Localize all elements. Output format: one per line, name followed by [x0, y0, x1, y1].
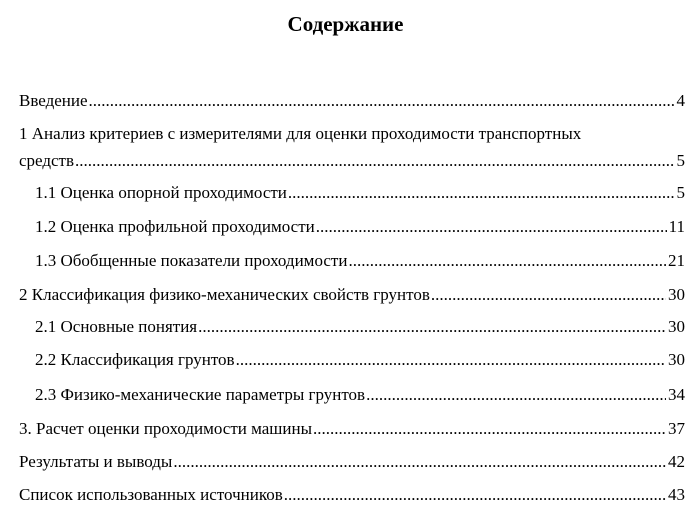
- toc-leader-dots: [236, 349, 666, 371]
- toc-leader-dots: [348, 250, 666, 272]
- toc-entry-1-2[interactable]: [35, 216, 685, 238]
- toc-entry-text: 2 Классификация физико-механических свойств грунтов: [19, 285, 430, 304]
- toc-entry-text: Введение: [19, 91, 88, 110]
- toc-entry-chapter2[interactable]: [19, 284, 685, 306]
- toc-entry-text: 1.1 Оценка опорной проходимости: [35, 183, 287, 202]
- toc-leader-dots: [366, 384, 666, 406]
- toc-leader-dots: [89, 90, 675, 112]
- toc-entry-text: 3. Расчет оценки проходимости машины: [19, 419, 313, 438]
- toc-leader-dots: [173, 451, 666, 473]
- toc-entry-chapter3[interactable]: [19, 418, 685, 440]
- toc-entry-page: 30: [668, 317, 685, 336]
- toc-entry-text: 2.3 Физико-механические параметры грунтов: [35, 385, 366, 404]
- page-title: Содержание: [287, 12, 404, 36]
- toc-leader-dots: [75, 150, 674, 172]
- toc-entry-page: 5: [676, 183, 685, 202]
- toc-entry-text: 1.2 Оценка профильной проходимости: [35, 217, 315, 236]
- toc-leader-dots: [313, 418, 666, 440]
- toc-leader-dots: [316, 216, 667, 238]
- toc-entry-page: 42: [668, 452, 685, 471]
- toc-entry-results[interactable]: [19, 451, 685, 473]
- toc-leader-dots: [198, 316, 666, 338]
- toc-entry-1-3[interactable]: [35, 250, 685, 272]
- toc-entry-text: Список использованных источников: [19, 485, 283, 504]
- toc-entry-page: 21: [668, 251, 685, 270]
- toc-entry-2-1[interactable]: [35, 316, 685, 338]
- toc-entry-page: 30: [668, 350, 685, 369]
- toc-entry-page: 30: [668, 285, 685, 304]
- toc-entry-references[interactable]: [19, 484, 685, 506]
- toc-entry-text: 2.1 Основные понятия: [35, 317, 198, 336]
- toc-entry-2-2[interactable]: [35, 349, 685, 371]
- toc-entry-page: 5: [676, 151, 685, 170]
- toc-entry-text: 1.3 Обобщенные показатели проходимости: [35, 251, 348, 270]
- toc-entry-text: 2.2 Классификация грунтов: [35, 350, 235, 369]
- toc-entry-chapter1[interactable]: [19, 150, 685, 172]
- toc-entry-text: средств: [19, 151, 75, 170]
- toc-entry-1-1[interactable]: [35, 182, 685, 204]
- toc-leader-dots: [431, 284, 666, 306]
- toc-entry-2-3[interactable]: [35, 384, 685, 406]
- toc-entry-chapter1-line1[interactable]: 1 Анализ критериев с измерителями для оценки проходимости транспортных: [19, 124, 582, 143]
- toc-entry-page: 43: [668, 485, 685, 504]
- toc-entry-page: 34: [668, 385, 685, 404]
- toc-entry-page: 37: [668, 419, 685, 438]
- toc-entry-introduction[interactable]: [19, 90, 685, 112]
- toc-entry-page: 4: [676, 91, 685, 110]
- toc-entry-page: 11: [668, 217, 685, 236]
- toc-leader-dots: [288, 182, 675, 204]
- toc-leader-dots: [284, 484, 666, 506]
- toc-entry-text: Результаты и выводы: [19, 452, 173, 471]
